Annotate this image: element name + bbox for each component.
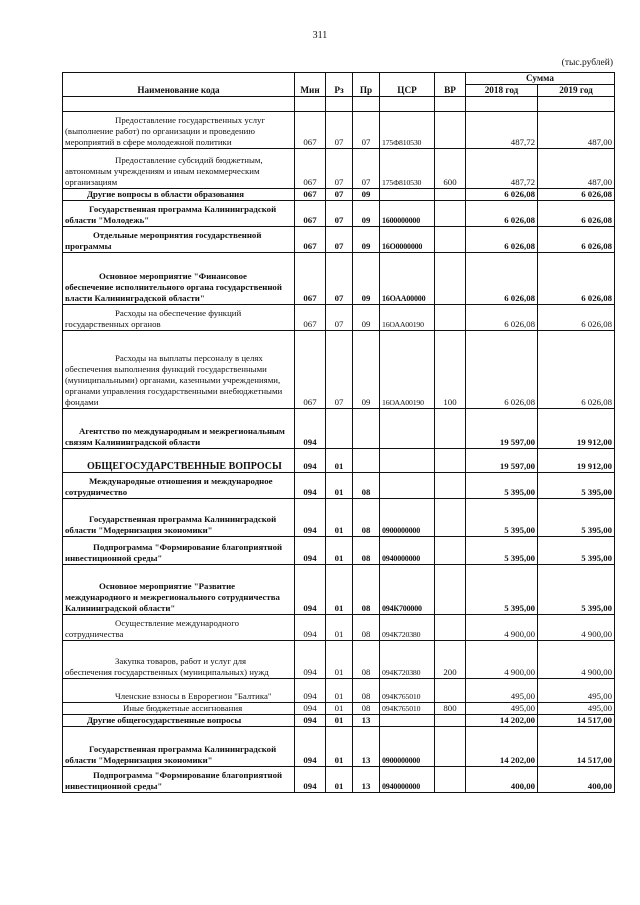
row-rz: 01 [326, 537, 353, 565]
row-rz: 01 [326, 641, 353, 679]
row-2018: 14 202,00 [466, 727, 538, 767]
row-2018: 5 395,00 [466, 537, 538, 565]
row-rz: 07 [326, 149, 353, 189]
row-name: Предоставление субсидий бюджетным, автономным учреждениям и иным некоммерческим организациям [63, 149, 295, 189]
row-2019: 495,00 [538, 679, 615, 703]
row-min: 067 [295, 189, 326, 201]
row-csr: 0940000000 [380, 767, 435, 793]
row-pr: 13 [353, 715, 380, 727]
row-rz: 01 [326, 679, 353, 703]
row-min: 094 [295, 703, 326, 715]
row-csr: 0940000000 [380, 537, 435, 565]
row-csr: 16ОАА00190 [380, 305, 435, 331]
row-2018: 14 202,00 [466, 715, 538, 727]
row-2019: 19 912,00 [538, 449, 615, 473]
row-csr: 16ОАА00000 [380, 253, 435, 305]
row-pr: 08 [353, 615, 380, 641]
header-name: Наименование кода [63, 73, 295, 97]
table-row [63, 473, 615, 499]
row-vr [435, 112, 466, 149]
table-row [63, 149, 615, 189]
row-min: 067 [295, 112, 326, 149]
row-2018: 487,72 [466, 112, 538, 149]
row-pr: 08 [353, 641, 380, 679]
row-2018: 495,00 [466, 679, 538, 703]
row-pr: 08 [353, 565, 380, 615]
row-name: Государственная программа Калининградской области "Модернизация экономики" [63, 499, 295, 537]
row-vr [435, 189, 466, 201]
table-row [63, 331, 615, 409]
row-name: Агентство по международным и межрегиональным связям Калининградской области [63, 409, 295, 449]
row-name: Другие общегосударственные вопросы [63, 715, 295, 727]
row-csr [380, 409, 435, 449]
row-pr: 07 [353, 112, 380, 149]
row-rz: 07 [326, 253, 353, 305]
row-rz: 07 [326, 201, 353, 227]
row-min: 094 [295, 537, 326, 565]
row-2019: 6 026,08 [538, 201, 615, 227]
row-name: Основное мероприятие "Финансовое обеспечение исполнительного органа государственной власти Калининградской области" [63, 253, 295, 305]
row-2019: 4 900,00 [538, 641, 615, 679]
row-vr [435, 473, 466, 499]
row-name: Расходы на обеспечение функций государственных органов [63, 305, 295, 331]
row-pr: 09 [353, 201, 380, 227]
row-min: 094 [295, 679, 326, 703]
row-csr [380, 473, 435, 499]
row-2018: 6 026,08 [466, 253, 538, 305]
table-row [63, 537, 615, 565]
row-min: 067 [295, 253, 326, 305]
row-pr: 09 [353, 305, 380, 331]
row-2018: 6 026,08 [466, 201, 538, 227]
row-min: 067 [295, 201, 326, 227]
row-rz: 07 [326, 305, 353, 331]
row-rz: 07 [326, 331, 353, 409]
table-row [63, 679, 615, 703]
row-name: Подпрограмма "Формирование благоприятной инвестиционной среды" [63, 537, 295, 565]
row-name: Членские взносы в Еврорегион "Балтика" [63, 679, 295, 703]
row-csr: 094К765010 [380, 703, 435, 715]
row-vr: 100 [435, 331, 466, 409]
row-name: Иные бюджетные ассигнования [63, 703, 295, 715]
row-csr: 094К765010 [380, 679, 435, 703]
row-name: Другие вопросы в области образования [63, 189, 295, 201]
row-rz: 07 [326, 227, 353, 253]
row-pr: 08 [353, 703, 380, 715]
row-vr [435, 715, 466, 727]
header-pr: Пр [353, 73, 380, 97]
unit-note: (тыс.рублей) [561, 58, 613, 68]
spacer-row [63, 97, 615, 112]
table-row [63, 201, 615, 227]
row-2019: 487,00 [538, 149, 615, 189]
row-rz: 01 [326, 449, 353, 473]
row-name: Расходы на выплаты персоналу в целях обеспечения выполнения функций государственными (муниципальными) органами, казенными учреждениями, органами управления государственными внебюджетными фондами [63, 331, 295, 409]
row-rz: 01 [326, 499, 353, 537]
row-min: 067 [295, 149, 326, 189]
row-2018: 19 597,00 [466, 449, 538, 473]
row-vr [435, 409, 466, 449]
table-row [63, 305, 615, 331]
row-2018: 6 026,08 [466, 305, 538, 331]
row-name: Осуществление международного сотрудничества [63, 615, 295, 641]
row-csr: 175Ф810530 [380, 112, 435, 149]
row-csr: 094К720380 [380, 615, 435, 641]
row-csr: 16О0000000 [380, 227, 435, 253]
row-vr [435, 727, 466, 767]
header-vr: ВР [435, 73, 466, 97]
row-rz: 01 [326, 715, 353, 727]
row-2018: 19 597,00 [466, 409, 538, 449]
row-pr: 07 [353, 149, 380, 189]
table-row [63, 703, 615, 715]
row-2019: 6 026,08 [538, 331, 615, 409]
row-min: 094 [295, 615, 326, 641]
row-2018: 5 395,00 [466, 565, 538, 615]
row-rz: 01 [326, 565, 353, 615]
table-row [63, 641, 615, 679]
row-2018: 6 026,08 [466, 331, 538, 409]
table-row [63, 112, 615, 149]
row-pr: 08 [353, 537, 380, 565]
row-csr: 1600000000 [380, 201, 435, 227]
row-pr: 13 [353, 767, 380, 793]
row-pr: 09 [353, 227, 380, 253]
row-2019: 6 026,08 [538, 305, 615, 331]
row-vr [435, 227, 466, 253]
row-2018: 487,72 [466, 149, 538, 189]
header-2018: 2018 год [466, 85, 538, 97]
row-2018: 400,00 [466, 767, 538, 793]
row-2018: 4 900,00 [466, 641, 538, 679]
header-rz: Рз [326, 73, 353, 97]
table-row [63, 227, 615, 253]
row-2019: 495,00 [538, 703, 615, 715]
row-min: 067 [295, 331, 326, 409]
row-2019: 19 912,00 [538, 409, 615, 449]
row-csr: 0900000000 [380, 727, 435, 767]
row-2018: 4 900,00 [466, 615, 538, 641]
row-name: Международные отношения и международное сотрудничество [63, 473, 295, 499]
row-2019: 487,00 [538, 112, 615, 149]
table-row [63, 767, 615, 793]
row-csr: 094К700000 [380, 565, 435, 615]
row-2019: 14 517,00 [538, 727, 615, 767]
row-csr: 16ОАА00190 [380, 331, 435, 409]
header-sum: Сумма [466, 73, 615, 85]
row-rz: 07 [326, 189, 353, 201]
row-vr [435, 449, 466, 473]
row-min: 094 [295, 715, 326, 727]
row-2018: 6 026,08 [466, 189, 538, 201]
row-2019: 5 395,00 [538, 565, 615, 615]
row-min: 094 [295, 641, 326, 679]
row-vr: 200 [435, 641, 466, 679]
row-2019: 5 395,00 [538, 537, 615, 565]
table-row [63, 499, 615, 537]
row-vr [435, 499, 466, 537]
row-pr [353, 449, 380, 473]
row-csr: 094К720380 [380, 641, 435, 679]
table-row [63, 253, 615, 305]
row-2019: 6 026,08 [538, 253, 615, 305]
row-name: Основное мероприятие "Развитие международного и межрегионального сотрудничества Калининградской области" [63, 565, 295, 615]
header-csr: ЦСР [380, 73, 435, 97]
row-2018: 495,00 [466, 703, 538, 715]
row-pr: 09 [353, 189, 380, 201]
row-2018: 6 026,08 [466, 227, 538, 253]
row-min: 094 [295, 499, 326, 537]
table-row [63, 409, 615, 449]
row-2018: 5 395,00 [466, 473, 538, 499]
row-rz: 01 [326, 615, 353, 641]
row-name: Предоставление государственных услуг (выполнение работ) по организации и проведению мероприятий в сфере молодежной политики [63, 112, 295, 149]
table-row [63, 565, 615, 615]
table-row [63, 449, 615, 473]
row-rz: 01 [326, 727, 353, 767]
row-csr: 175Ф810530 [380, 149, 435, 189]
row-min: 094 [295, 409, 326, 449]
table-row [63, 615, 615, 641]
row-name: Государственная программа Калининградской области "Модернизация экономики" [63, 727, 295, 767]
row-vr [435, 201, 466, 227]
row-min: 067 [295, 305, 326, 331]
row-min: 094 [295, 767, 326, 793]
row-csr: 0900000000 [380, 499, 435, 537]
row-name: Подпрограмма "Формирование благоприятной инвестиционной среды" [63, 767, 295, 793]
row-vr: 600 [435, 149, 466, 189]
row-2019: 4 900,00 [538, 615, 615, 641]
row-pr: 09 [353, 331, 380, 409]
table-row [63, 727, 615, 767]
budget-table [62, 72, 615, 793]
row-2019: 6 026,08 [538, 189, 615, 201]
row-2019: 5 395,00 [538, 473, 615, 499]
row-pr: 08 [353, 679, 380, 703]
table-row [63, 189, 615, 201]
row-vr [435, 253, 466, 305]
row-vr [435, 615, 466, 641]
row-2019: 6 026,08 [538, 227, 615, 253]
row-min: 094 [295, 565, 326, 615]
row-pr: 13 [353, 727, 380, 767]
row-rz [326, 409, 353, 449]
row-pr: 09 [353, 253, 380, 305]
row-name: Закупка товаров, работ и услуг для обеспечения государственных (муниципальных) нужд [63, 641, 295, 679]
row-pr: 08 [353, 473, 380, 499]
row-vr [435, 565, 466, 615]
row-min: 094 [295, 449, 326, 473]
row-vr [435, 679, 466, 703]
row-rz: 01 [326, 767, 353, 793]
row-pr [353, 409, 380, 449]
row-name: ОБЩЕГОСУДАРСТВЕННЫЕ ВОПРОСЫ [63, 449, 295, 473]
row-rz: 01 [326, 703, 353, 715]
header-min: Мин [295, 73, 326, 97]
row-2019: 5 395,00 [538, 499, 615, 537]
row-min: 094 [295, 727, 326, 767]
row-pr: 08 [353, 499, 380, 537]
row-vr [435, 767, 466, 793]
row-min: 067 [295, 227, 326, 253]
header-2019: 2019 год [538, 85, 615, 97]
row-rz: 07 [326, 112, 353, 149]
row-name: Отдельные мероприятия государственной программы [63, 227, 295, 253]
row-name: Государственная программа Калининградской области "Молодежь" [63, 201, 295, 227]
row-csr [380, 189, 435, 201]
row-csr [380, 715, 435, 727]
table-row [63, 715, 615, 727]
row-min: 094 [295, 473, 326, 499]
row-vr [435, 537, 466, 565]
row-vr: 800 [435, 703, 466, 715]
row-2019: 14 517,00 [538, 715, 615, 727]
row-vr [435, 305, 466, 331]
row-2019: 400,00 [538, 767, 615, 793]
row-rz: 01 [326, 473, 353, 499]
page-number: 311 [312, 30, 328, 41]
row-csr [380, 449, 435, 473]
row-2018: 5 395,00 [466, 499, 538, 537]
